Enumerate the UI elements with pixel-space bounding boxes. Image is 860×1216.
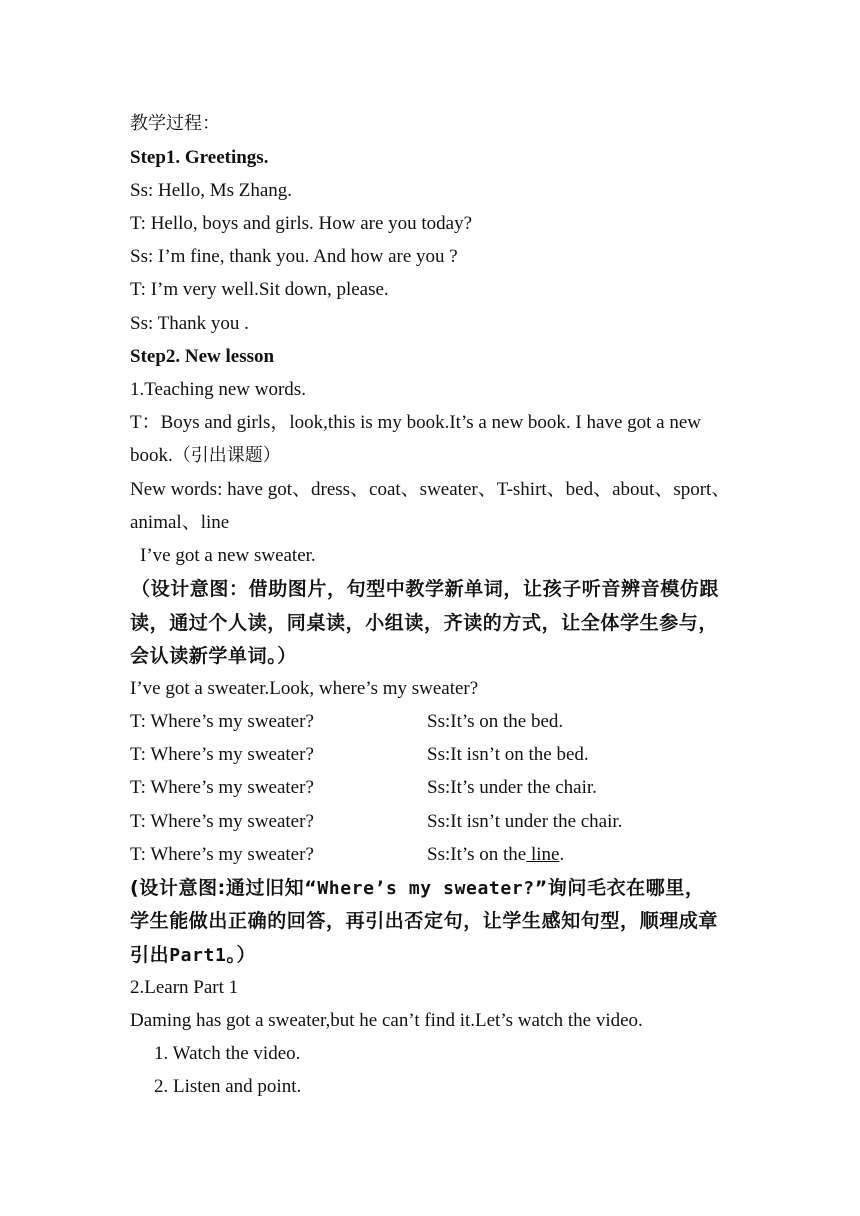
design-note-code: Part1 <box>169 945 227 966</box>
step2-title: Step2. New lesson <box>130 346 275 367</box>
step1-line: T: Hello, boys and girls. How are you today? <box>130 213 473 234</box>
dialog-student <box>427 843 564 867</box>
step1-title: Step1. Greetings. <box>130 147 269 168</box>
new-words: New words: have got、dress、coat、sweater、T-shirt、bed、about、sport、 <box>130 479 731 500</box>
dialog-teacher: T: Where’s my sweater? <box>130 844 314 865</box>
step2-subheading: 2.Learn Part 1 <box>130 977 239 998</box>
dialog-teacher: T: Where’s my sweater? <box>130 711 314 732</box>
teacher-line: T：Boys and girls，look,this is my book.It’s a new book. I have got a new <box>130 412 701 433</box>
step1-line: T: I’m very well.Sit down, please. <box>130 279 389 300</box>
design-note-line <box>130 943 256 968</box>
section-heading: 教学过程： <box>130 113 220 134</box>
design-note-part: (设计意图:通过旧知“ <box>130 877 318 899</box>
dialog-student: Ss:It’s under the chair. <box>427 777 597 798</box>
dialog-teacher: T: Where’s my sweater? <box>130 777 314 798</box>
dialog-student: Ss:It’s on the bed. <box>427 711 564 732</box>
step1-line: Ss: I’m fine, thank you. And how are you ? <box>130 246 458 267</box>
underlined-word: line <box>526 844 560 865</box>
design-note-code: Where’s my sweater? <box>317 878 535 899</box>
design-note-part: 引出 <box>130 944 170 966</box>
step1-line: Ss: Thank you . <box>130 313 249 334</box>
dialog-student: Ss:It isn’t under the chair. <box>427 811 623 832</box>
part1-intro: Daming has got a sweater,but he can’t find it.Let’s watch the video. <box>130 1010 643 1031</box>
dialog-student: Ss:It isn’t on the bed. <box>427 744 589 765</box>
new-words-cont: animal、line <box>130 512 230 533</box>
teacher-line-cn: （引出课题） <box>172 445 281 466</box>
dialog-teacher: T: Where’s my sweater? <box>130 811 314 832</box>
design-note-line <box>130 876 705 901</box>
list-item: 2. Listen and point. <box>154 1076 302 1097</box>
list-item: 1. Watch the video. <box>154 1043 301 1064</box>
example-sentence: I’ve got a new sweater. <box>140 545 316 566</box>
design-note-part: 。） <box>226 944 257 966</box>
design-note-line: 学生能做出正确的回答，再引出否定句，让学生感知句型，顺理成章 <box>130 910 719 932</box>
step2-subheading: 1.Teaching new words. <box>130 379 306 400</box>
design-note-line: 读，通过个人读，同桌读，小组读，齐读的方式，让全体学生参与， <box>130 612 719 634</box>
look-line: I’ve got a sweater.Look, where’s my sweater? <box>130 678 479 699</box>
design-note-part: ”询问毛衣在哪里， <box>534 877 705 899</box>
step1-line: Ss: Hello, Ms Zhang. <box>130 180 293 201</box>
teacher-line-en: book. <box>130 445 173 466</box>
dialog-student-suffix: . <box>559 844 565 865</box>
dialog-student-prefix: Ss:It’s on the <box>427 844 527 865</box>
design-note-line: （设计意图：借助图片，句型中教学新单词，让孩子听音辨音模仿跟 <box>131 578 720 600</box>
design-note-line: 会认读新学单词。） <box>130 645 297 667</box>
dialog-teacher: T: Where’s my sweater? <box>130 744 314 765</box>
teacher-line-cont <box>130 444 281 468</box>
